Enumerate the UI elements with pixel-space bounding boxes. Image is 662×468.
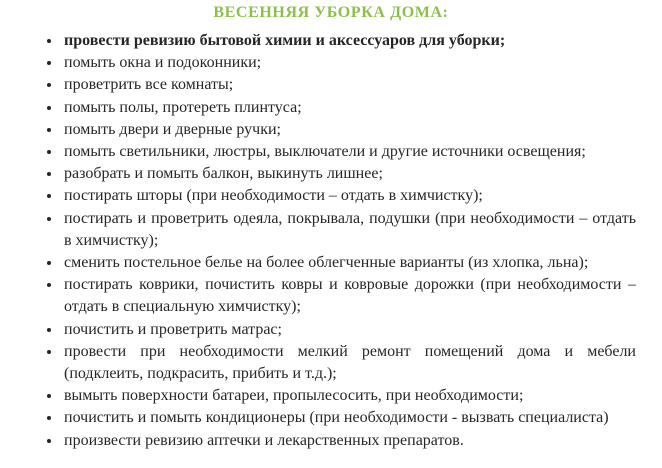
list-item: • разобрать и помыть балкон, выкинуть лишнее; <box>62 163 636 185</box>
list-item: • сменить постельное белье на более облегченные варианты (из хлопка, льна); <box>62 252 636 274</box>
list-item: • вымыть поверхности батареи, пропылесосить, при необходимости; <box>62 385 636 407</box>
list-item: • помыть окна и подоконники; <box>62 52 636 74</box>
spring-cleaning-list <box>0 30 662 452</box>
list-item: • почистить и проветрить матрас; <box>62 319 636 341</box>
list-item: • проветрить все комнаты; <box>62 74 636 96</box>
list-item: • почистить и помыть кондиционеры (при необходимости - вызвать специалиста) <box>62 407 636 429</box>
list-item: • помыть двери и дверные ручки; <box>62 119 636 141</box>
page-title: ВЕСЕННЯЯ УБОРКА ДОМА: <box>213 4 449 21</box>
list-item: • помыть светильники, люстры, выключатели и другие источники освещения; <box>62 141 636 163</box>
list-item: • помыть полы, протереть плинтуса; <box>62 97 636 119</box>
list-item: • постирать и проветрить одеяла, покрывала, подушки (при необходимости – отдать в химчистку); <box>62 208 636 252</box>
list-item: • постирать коврики, почистить ковры и ковровые дорожки (при необходимости – отдать в специальную химчистку); <box>62 274 636 318</box>
list-item: • провести ревизию бытовой химии и аксессуаров для уборки; <box>62 30 636 52</box>
list-item: • провести при необходимости мелкий ремонт помещений дома и мебели (подклеить, подкрасить, прибить и т.д.); <box>62 341 636 385</box>
list-item: • произвести ревизию аптечки и лекарственных препаратов. <box>62 430 636 452</box>
list-item: • постирать шторы (при необходимости – отдать в химчистку); <box>62 185 636 207</box>
